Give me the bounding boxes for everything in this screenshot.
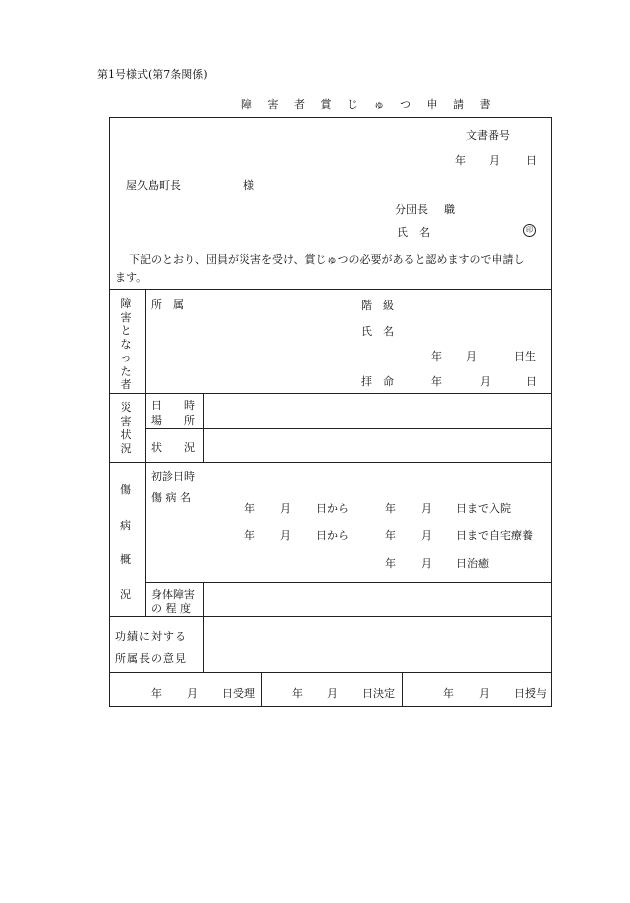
hosp-to-year: 年 — [385, 502, 396, 515]
appointed-month: 月 — [480, 375, 491, 388]
birth-day: 日生 — [514, 350, 536, 363]
divider-disaster-col — [203, 393, 204, 462]
home-from-year: 年 — [244, 529, 255, 542]
divider-header — [109, 289, 552, 290]
addressee-honorific: 様 — [243, 179, 254, 192]
doc-number-label: 文書番号 — [466, 129, 510, 142]
divider-opinion — [109, 672, 552, 673]
hosp-to-day: 日まで入院 — [456, 502, 511, 515]
birth-year: 年 — [431, 350, 442, 363]
section-injured-person: 障害となった者 — [120, 297, 132, 391]
cured-month: 月 — [421, 557, 432, 570]
addressee: 屋久島町長 — [126, 179, 181, 192]
divider-injury — [109, 616, 552, 617]
received-day: 日受理 — [222, 687, 255, 700]
appointed-label: 拝 命 — [361, 375, 394, 388]
section-disaster-status: 災害状況 — [120, 401, 132, 455]
divider-disability-col — [203, 582, 204, 616]
hosp-from-year: 年 — [244, 502, 255, 515]
header-day: 日 — [526, 154, 537, 167]
seal-mark: 印 — [523, 224, 536, 237]
disease-name-label: 傷 病 名 — [151, 491, 191, 504]
divider-footer-2 — [402, 672, 403, 707]
opinion-label-2: 所属長の意見 — [115, 652, 187, 665]
affiliation-label: 所 属 — [151, 298, 184, 311]
section-injury-char-4: 況 — [120, 588, 131, 601]
divider-disability — [145, 582, 552, 583]
decided-year: 年 — [292, 687, 303, 700]
home-to-day: 日まで自宅療養 — [456, 529, 533, 542]
form-title: 障 害 者 賞 じ ゅ つ 申 請 書 — [241, 98, 497, 111]
applicant-name-label: 氏 名 — [397, 226, 430, 239]
section-injury-char-1: 傷 — [120, 483, 131, 496]
cured-day: 日治癒 — [456, 557, 489, 570]
home-to-month: 月 — [421, 529, 432, 542]
received-month: 月 — [187, 687, 198, 700]
header-month: 月 — [489, 154, 500, 167]
home-from-day: 日から — [316, 529, 349, 542]
divider-opinion-col — [203, 616, 204, 672]
place-label: 場 所 — [151, 414, 195, 427]
divider-injured — [109, 393, 552, 394]
awarded-month: 月 — [479, 687, 490, 700]
appointed-year: 年 — [431, 375, 442, 388]
divider-footer-1 — [261, 672, 262, 707]
injured-name-label: 氏 名 — [361, 325, 394, 338]
hosp-to-month: 月 — [421, 502, 432, 515]
hosp-from-month: 月 — [280, 502, 291, 515]
header-year: 年 — [455, 154, 466, 167]
awarded-year: 年 — [443, 687, 454, 700]
divider-disaster-mid — [145, 428, 552, 429]
first-visit-label: 初診日時 — [151, 470, 195, 483]
appointed-day: 日 — [526, 375, 537, 388]
decided-day: 日決定 — [362, 687, 395, 700]
decided-month: 月 — [327, 687, 338, 700]
received-year: 年 — [151, 687, 162, 700]
statement-line-2: ます。 — [115, 271, 148, 284]
datetime-label: 日 時 — [151, 399, 195, 412]
section-injury-char-2: 病 — [120, 519, 131, 532]
disability-label-1: 身体障害 — [151, 588, 195, 601]
hosp-from-day: 日から — [316, 502, 349, 515]
position-label: 職 — [444, 203, 455, 216]
awarded-day: 日授与 — [514, 687, 547, 700]
disability-label-2: の 程 度 — [151, 602, 191, 615]
divider-disaster — [109, 462, 552, 463]
condition-label: 状 況 — [151, 441, 195, 454]
divider-section-col — [145, 289, 146, 616]
form-style-number: 第1号様式(第7条関係) — [97, 68, 208, 81]
home-to-year: 年 — [385, 529, 396, 542]
cured-year: 年 — [385, 557, 396, 570]
rank-label: 階 級 — [361, 299, 394, 312]
birth-month: 月 — [466, 350, 477, 363]
section-injury-char-3: 概 — [120, 553, 131, 566]
opinion-label-1: 功績に対する — [115, 630, 187, 643]
home-from-month: 月 — [280, 529, 291, 542]
branch-chief-label: 分団長 — [395, 203, 428, 216]
statement-line-1: 下記のとおり、団員が災害を受け、賞じゅつの必要があると認めますので申請し — [129, 253, 525, 266]
